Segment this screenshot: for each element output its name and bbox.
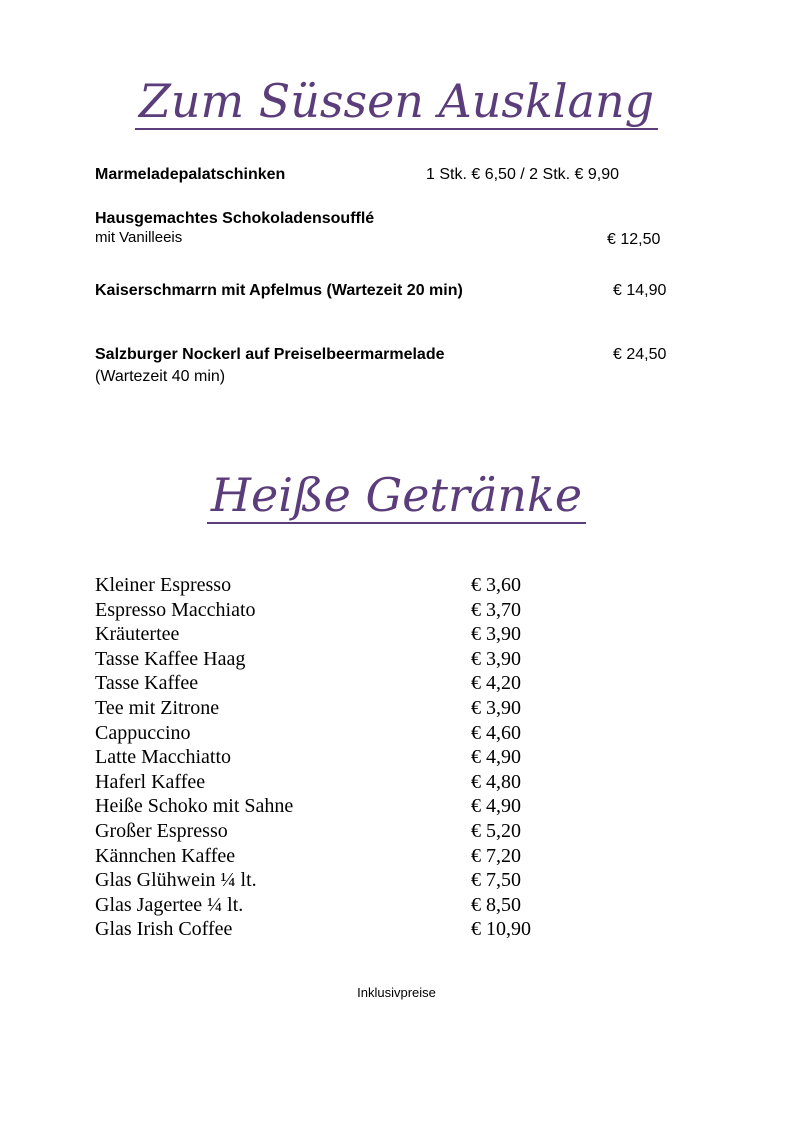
drink-price: € 3,90 (471, 623, 521, 646)
drink-name: Cappuccino (95, 721, 191, 744)
drink-name: Kleiner Espresso (95, 574, 232, 596)
drink-row (95, 794, 595, 819)
drink-name: Tasse Kaffee Haag (95, 647, 246, 670)
dessert-price: € 14,90 (613, 282, 667, 299)
drink-price: € 3,90 (471, 696, 521, 719)
drink-name: Haferl Kaffee (95, 770, 206, 793)
drink-price: € 3,90 (471, 647, 521, 670)
drink-name: Tasse Kaffee (95, 672, 199, 695)
drink-name: Großer Espresso (95, 819, 228, 842)
drink-row (95, 647, 595, 672)
drink-row (95, 917, 595, 942)
drink-price: € 7,20 (471, 844, 521, 867)
drink-row (95, 868, 595, 893)
dessert-item (95, 165, 285, 184)
drink-name: Heiße Schoko mit Sahne (95, 795, 294, 818)
drink-price: € 7,50 (471, 869, 521, 892)
dessert-item (95, 345, 445, 386)
drink-row (95, 671, 595, 696)
dessert-subtitle: mit Vanilleeis (95, 229, 183, 246)
drink-row (95, 721, 595, 746)
drink-name: Kännchen Kaffee (95, 844, 236, 867)
dessert-name: Hausgemachtes Schokoladensoufflé (95, 210, 375, 227)
dessert-name: Marmeladepalatschinken (95, 166, 286, 183)
dessert-price: € 12,50 (607, 231, 661, 248)
drink-price: € 4,60 (471, 721, 521, 744)
drink-row (95, 893, 595, 918)
drink-price: € 4,90 (471, 746, 521, 769)
dessert-subtitle: (Wartezeit 40 min) (95, 368, 226, 385)
dessert-name: Salzburger Nockerl auf Preiselbeermarmelade (95, 346, 445, 363)
drink-name: Glas Glühwein ¼ lt. (95, 869, 257, 892)
dessert-name: Kaiserschmarrn mit Apfelmus (Wartezeit 20 min) (95, 282, 463, 299)
drink-price: € 4,80 (471, 770, 521, 793)
drink-price: € 3,70 (471, 598, 521, 621)
drink-row (95, 573, 595, 598)
dessert-item (95, 281, 463, 300)
drink-row (95, 770, 595, 795)
drink-price: € 5,20 (471, 819, 521, 842)
desserts-title-text: Zum Süssen Ausklang (135, 78, 658, 130)
drinks-title (0, 468, 793, 524)
desserts-title (0, 74, 793, 130)
drink-price: € 4,90 (471, 795, 521, 818)
dessert-price: 1 Stk. € 6,50 / 2 Stk. € 9,90 (426, 166, 620, 183)
drink-row (95, 745, 595, 770)
drinks-title-text: Heiße Getränke (207, 472, 586, 524)
drink-name: Latte Macchiatto (95, 746, 232, 769)
drink-row (95, 819, 595, 844)
drink-row (95, 598, 595, 623)
footer-note: Inklusivpreise (357, 985, 436, 1000)
drink-price: € 8,50 (471, 893, 521, 916)
drink-price: € 3,60 (471, 574, 521, 596)
drink-name: Glas Jagertee ¼ lt. (95, 893, 244, 916)
drink-name: Kräutertee (95, 623, 180, 646)
dessert-price: € 24,50 (613, 346, 667, 363)
drink-name: Tee mit Zitrone (95, 696, 220, 719)
drink-row (95, 844, 595, 869)
drink-name: Espresso Macchiato (95, 598, 256, 621)
drink-row (95, 622, 595, 647)
drink-row (95, 696, 595, 721)
drink-name: Glas Irish Coffee (95, 918, 233, 941)
drink-price: € 10,90 (471, 918, 531, 941)
dessert-item (95, 209, 374, 247)
drinks-list (95, 573, 595, 942)
drink-price: € 4,20 (471, 672, 521, 695)
